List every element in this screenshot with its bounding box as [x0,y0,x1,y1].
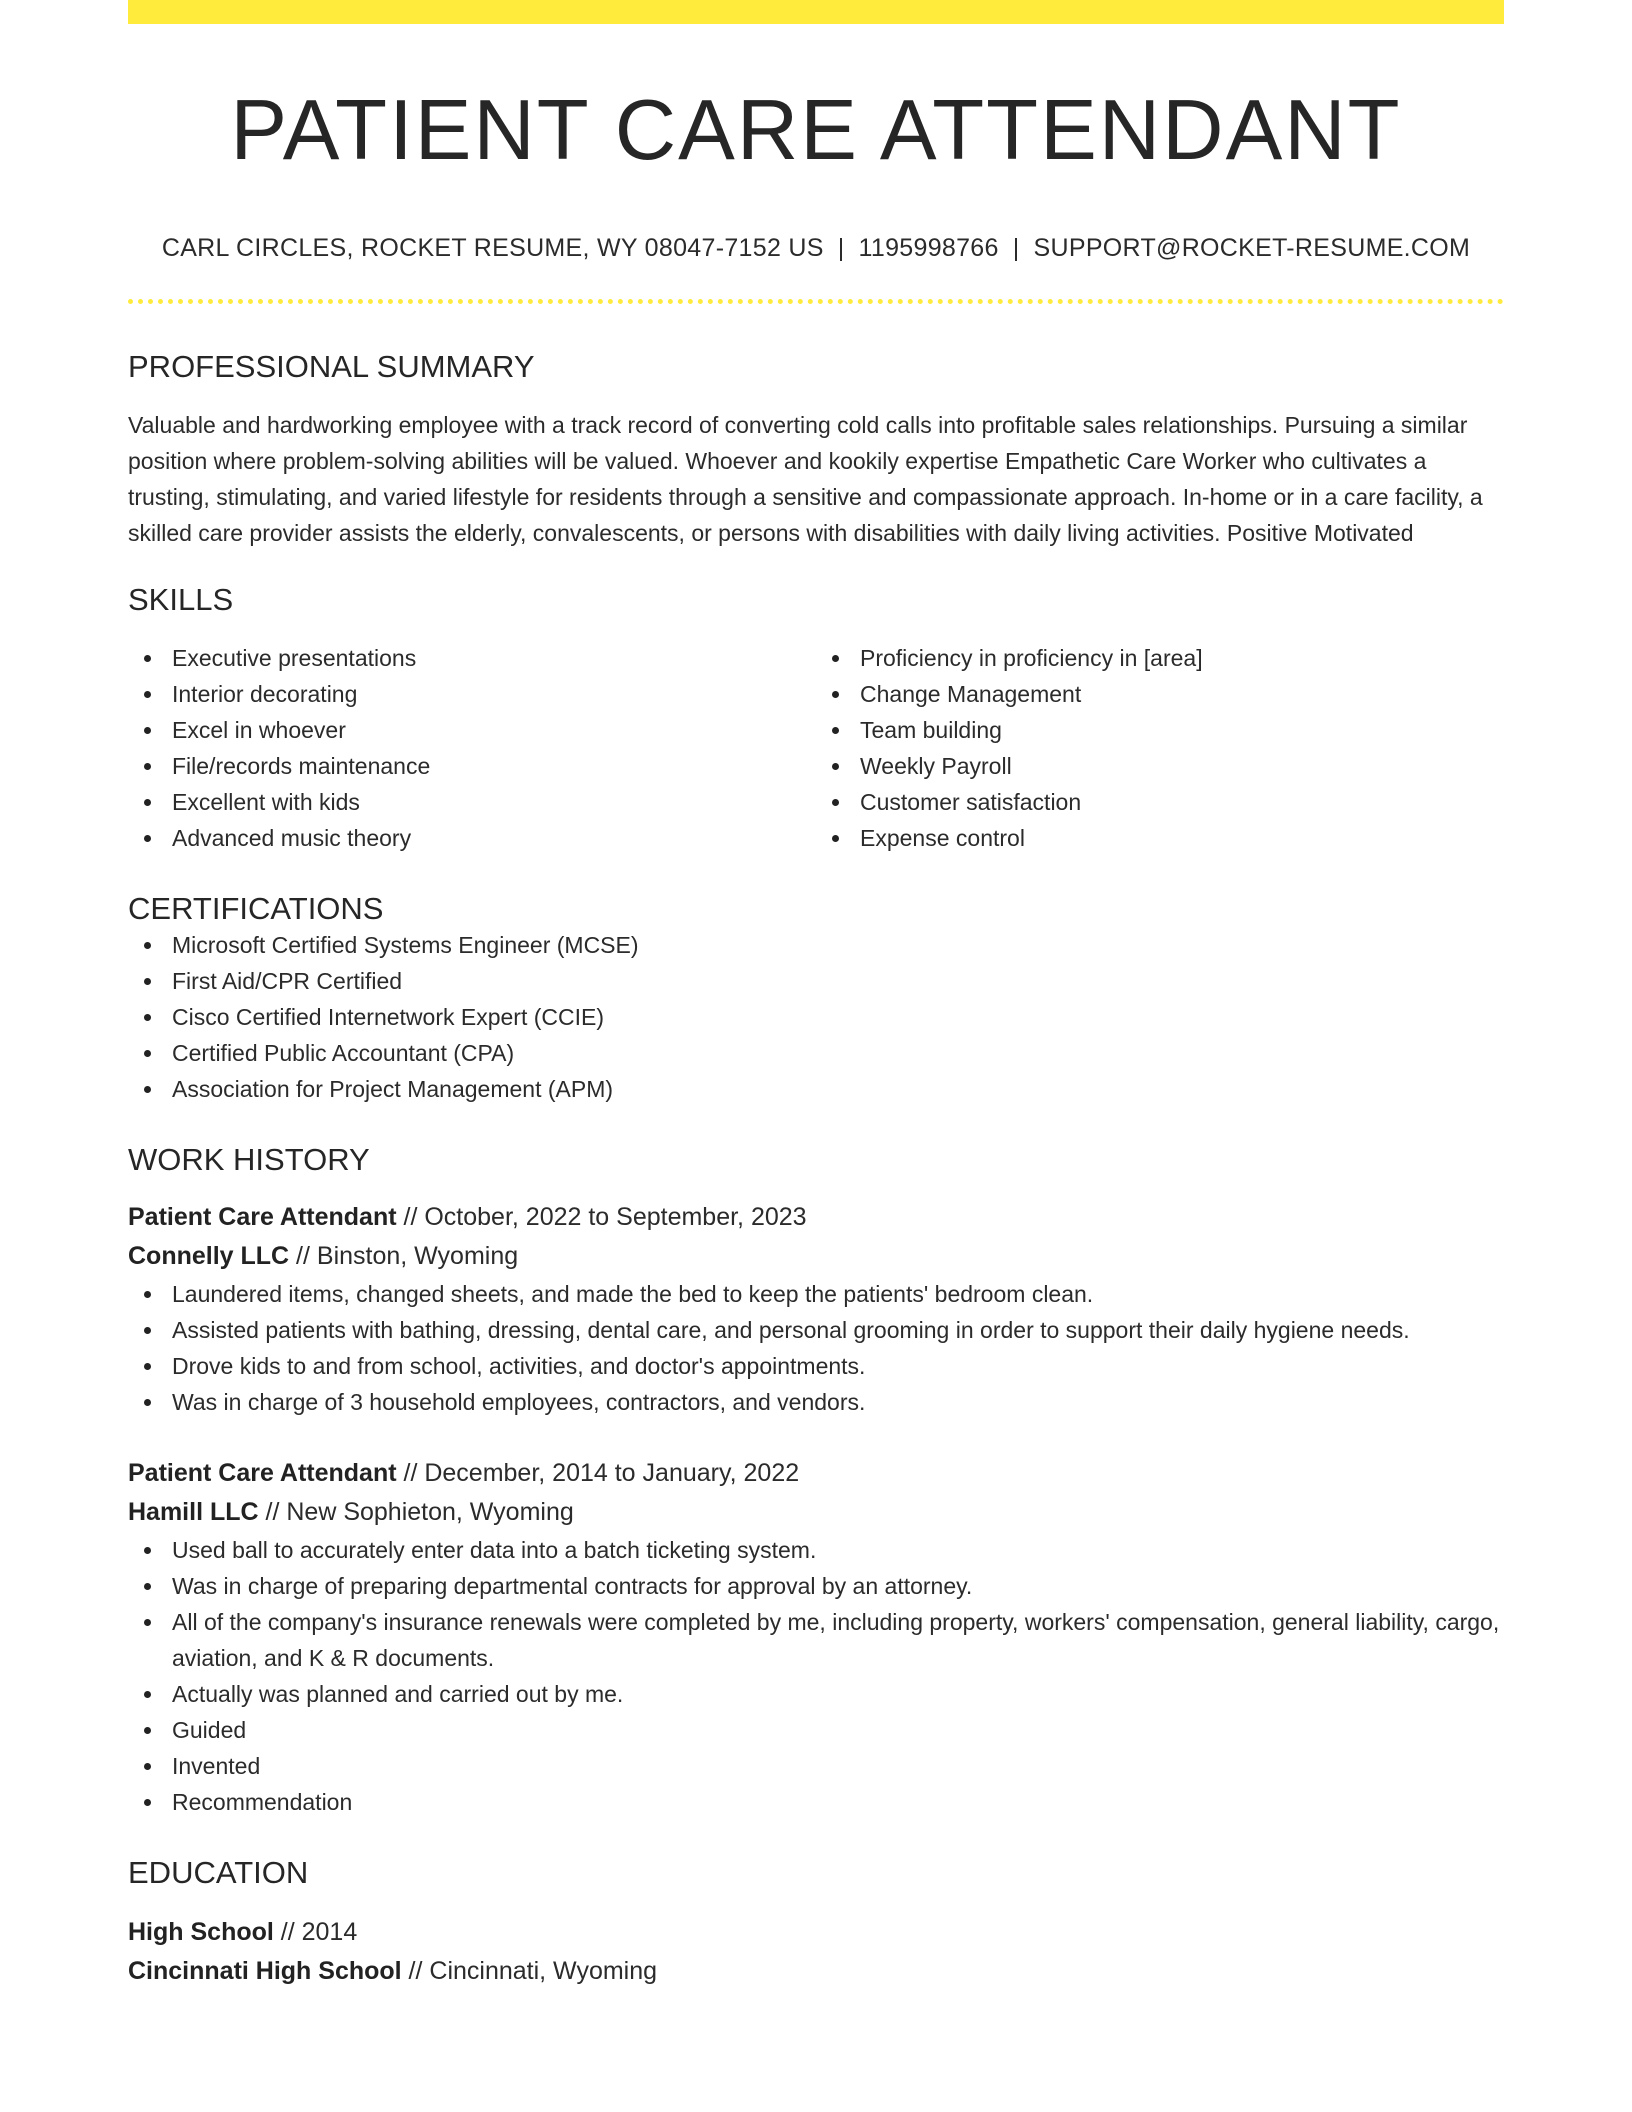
contact-separator: | [837,233,845,262]
contact-phone: 1195998766 [858,233,999,262]
job-company: Hamill LLC [128,1498,259,1527]
skill-item: Proficiency in proficiency in [area] [816,640,1504,676]
job-duty: Assisted patients with bathing, dressing, dental care, and personal grooming in order to support their daily hygiene needs. [128,1312,1504,1348]
skill-item: Executive presentations [128,640,816,676]
job-company-line [128,1493,1504,1532]
job-company-line [128,1237,1504,1276]
job-entry [128,1198,1504,1420]
job-role: Patient Care Attendant [128,1203,397,1232]
skill-item: Interior decorating [128,676,816,712]
job-role-line [128,1454,1504,1493]
skill-item: Expense control [816,820,1504,856]
summary-heading: PROFESSIONAL SUMMARY [128,348,535,384]
job-dates: // December, 2014 to January, 2022 [396,1459,800,1488]
job-duty: Actually was planned and carried out by me. [128,1676,1504,1712]
job-role: Patient Care Attendant [128,1459,397,1488]
skill-item: Advanced music theory [128,820,816,856]
skill-item: Customer satisfaction [816,784,1504,820]
skills-heading: SKILLS [128,581,234,617]
job-duty: Guided [128,1712,1504,1748]
job-duties-list [128,1276,1504,1420]
job-duty: Invented [128,1748,1504,1784]
certification-item: Microsoft Certified Systems Engineer (MCSE) [128,927,1504,963]
work-history-heading: WORK HISTORY [128,1142,370,1178]
job-location: // Binston, Wyoming [289,1242,519,1271]
job-duties-list [128,1532,1504,1820]
contact-separator: | [1012,233,1020,262]
job-duty: Laundered items, changed sheets, and made the bed to keep the patients' bedroom clean. [128,1276,1504,1312]
skills-list-left [128,640,816,856]
skill-item: Weekly Payroll [816,748,1504,784]
skill-item: Excellent with kids [128,784,816,820]
education-school-line [128,1952,1504,1991]
skills-list-right [816,640,1504,856]
skill-item: File/records maintenance [128,748,816,784]
resume-title: PATIENT CARE ATTENDANT [230,83,1402,178]
job-duty: Was in charge of preparing departmental contracts for approval by an attorney. [128,1568,1504,1604]
skill-item: Team building [816,712,1504,748]
certification-item: Association for Project Management (APM) [128,1071,1504,1107]
certification-item: Cisco Certified Internetwork Expert (CCIE) [128,999,1504,1035]
education-entry [128,1913,1504,1991]
job-duty: Was in charge of 3 household employees, contractors, and vendors. [128,1384,1504,1420]
job-duty: Used ball to accurately enter data into a batch ticketing system. [128,1532,1504,1568]
job-duty: Recommendation [128,1784,1504,1820]
job-duty: Drove kids to and from school, activities, and doctor's appointments. [128,1348,1504,1384]
contact-address: CARL CIRCLES, ROCKET RESUME, WY 08047-7152 US [161,233,824,262]
job-company: Connelly LLC [128,1242,290,1271]
resume-page [128,0,1504,1991]
summary-text: Valuable and hardworking employee with a track record of converting cold calls into profitable sales relationships. Pursuing a similar position where problem-solving abilities will be valued. Whoever and kookily expertise Empathetic Care Worker who cultivates a trusting, stimulating, and varied lifestyle for residents through a sensitive and compassionate approach. In-home or in a care facility, a skilled care provider assists the elderly, convalescents, or persons with disabilities with daily living activities. Positive Motivated [128,411,1483,546]
contact-email: SUPPORT@ROCKET-RESUME.COM [1033,233,1471,262]
education-heading: EDUCATION [128,1855,309,1891]
education-location: // Cincinnati, Wyoming [401,1957,658,1986]
certification-item: First Aid/CPR Certified [128,963,1504,999]
job-role-line [128,1198,1504,1237]
certification-item: Certified Public Accountant (CPA) [128,1035,1504,1071]
skills-columns [128,640,1504,856]
dotted-divider [128,299,1504,304]
education-degree-line [128,1913,1504,1952]
contact-line [128,234,1504,263]
certifications-heading: CERTIFICATIONS [128,890,384,926]
job-duty: All of the company's insurance renewals were completed by me, including property, workers' compensation, general liability, cargo, aviation, and K & R documents. [128,1604,1504,1676]
education-degree: High School [128,1918,274,1947]
job-entry [128,1454,1504,1820]
skill-item: Change Management [816,676,1504,712]
job-dates: // October, 2022 to September, 2023 [396,1203,807,1232]
certifications-list [128,927,1504,1107]
job-location: // New Sophieton, Wyoming [258,1498,574,1527]
education-school: Cincinnati High School [128,1957,402,1986]
top-accent-bar [128,0,1504,24]
education-year: // 2014 [273,1918,358,1947]
skill-item: Excel in whoever [128,712,816,748]
